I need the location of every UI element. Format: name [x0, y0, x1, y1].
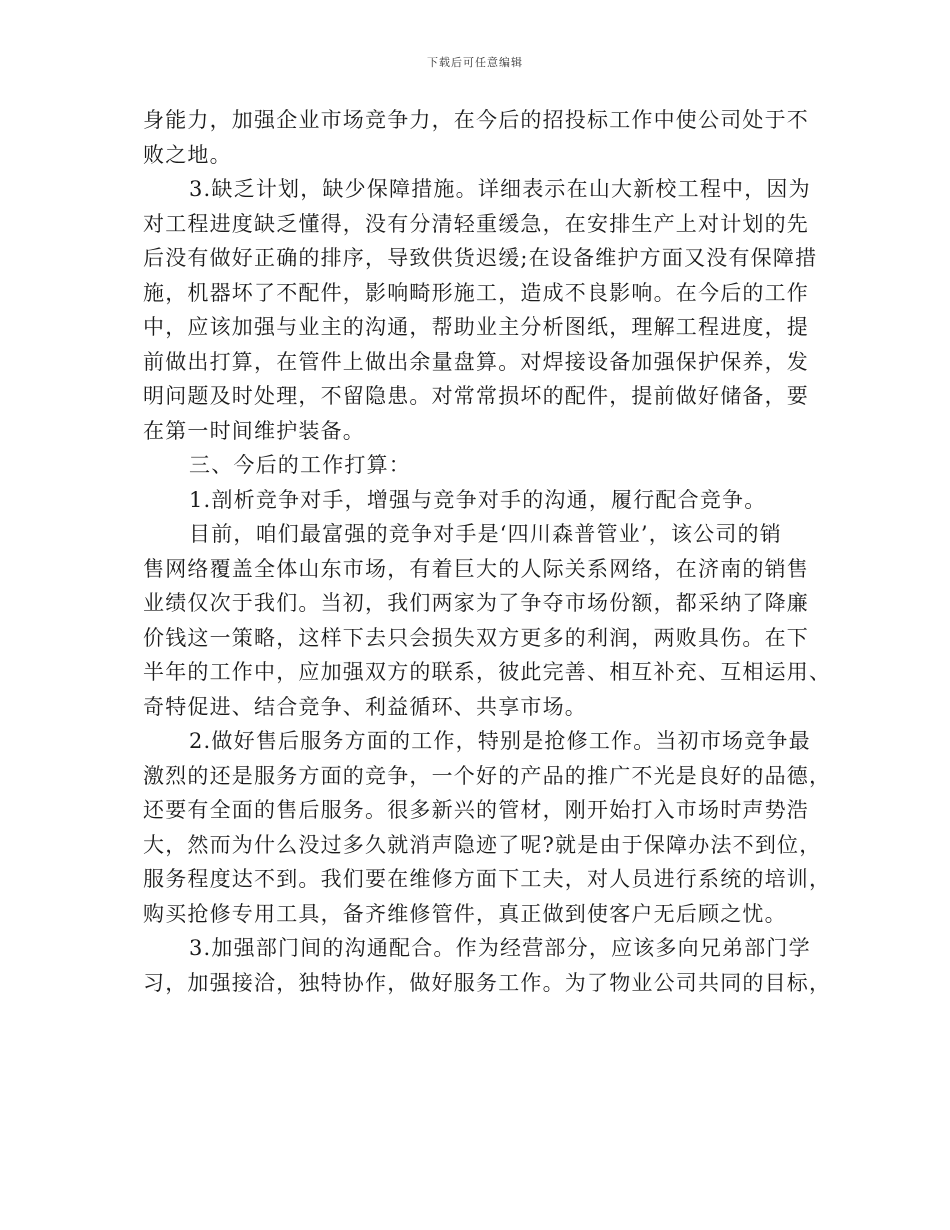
text-line: 还要有全面的售后服务。很多新兴的管材，刚开始打入市场时声势浩	[143, 798, 809, 822]
text-line: 1.剖析竞争对手，增强与竞争对手的沟通，履行配合竞争。	[189, 487, 767, 512]
section-heading: 三、今后的工作打算：	[189, 453, 411, 477]
text-line: 服务程度达不到。我们要在维修方面下工夫，对人员进行系统的培训，	[143, 867, 832, 891]
text-line: 施，机器坏了不配件，影响畸形施工，造成不良影响。在今后的工作	[143, 280, 809, 305]
text-line: 明问题及时处理，不留隐患。对常常损坏的配件，提前做好储备，要	[143, 384, 809, 408]
text-line: 败之地。	[143, 142, 232, 167]
text-line: 对工程进度缺乏懂得，没有分清轻重缓急，在安排生产上对计划的先	[143, 211, 809, 236]
text-line: 大，然而为什么没过多久就消声隐迹了呢?就是由于保障办法不到位，	[143, 832, 822, 857]
text-line: 2.做好售后服务方面的工作，特别是抢修工作。当初市场竞争最	[189, 729, 811, 753]
text-line: 售网络覆盖全体山东市场，有着巨大的人际关系网络，在济南的销售	[143, 556, 809, 581]
text-line: 3.加强部门间的沟通配合。作为经营部分，应该多向兄弟部门学	[189, 936, 811, 960]
text-line: 业绩仅次于我们。当初，我们两家为了争夺市场份额，都采纳了降廉	[143, 591, 809, 615]
text-line: 中，应该加强与业主的沟通，帮助业主分析图纸，理解工程进度，提	[143, 315, 809, 339]
text-line: 习，加强接洽，独特协作，做好服务工作。为了物业公司共同的目标，	[143, 970, 832, 995]
text-line: 前做出打算，在管件上做出余量盘算。对焊接设备加强保护保养，发	[143, 349, 809, 374]
text-line: 3.缺乏计划，缺少保障措施。详细表示在山大新校工程中，因为	[189, 177, 811, 201]
text-line: 身能力，加强企业市场竞争力，在今后的招投标工作中使公司处于不	[143, 108, 809, 132]
text-line: 目前，咱们最富强的竞争对手是‘四川森普管业’，该公司的销	[189, 522, 782, 546]
text-line: 激烈的还是服务方面的竞争，一个好的产品的推广不光是良好的品德，	[143, 763, 832, 788]
page-header: 下载后可任意编辑	[427, 56, 523, 69]
text-line: 价钱这一策略，这样下去只会损失双方更多的利润，两败具伤。在下	[143, 625, 809, 650]
document-body	[143, 103, 832, 1000]
text-line: 购买抢修专用工具，备齐维修管件，真正做到使客户无后顾之忧。	[143, 901, 787, 926]
text-line: 半年的工作中，应加强双方的联系，彼此完善、相互补充、互相运用、	[143, 660, 832, 684]
text-line: 后没有做好正确的排序，导致供货迟缓;在设备维护方面又没有保障措	[143, 246, 818, 270]
text-line: 在第一时间维护装备。	[143, 418, 365, 443]
text-line: 奇特促进、结合竞争、利益循环、共享市场。	[143, 694, 587, 719]
